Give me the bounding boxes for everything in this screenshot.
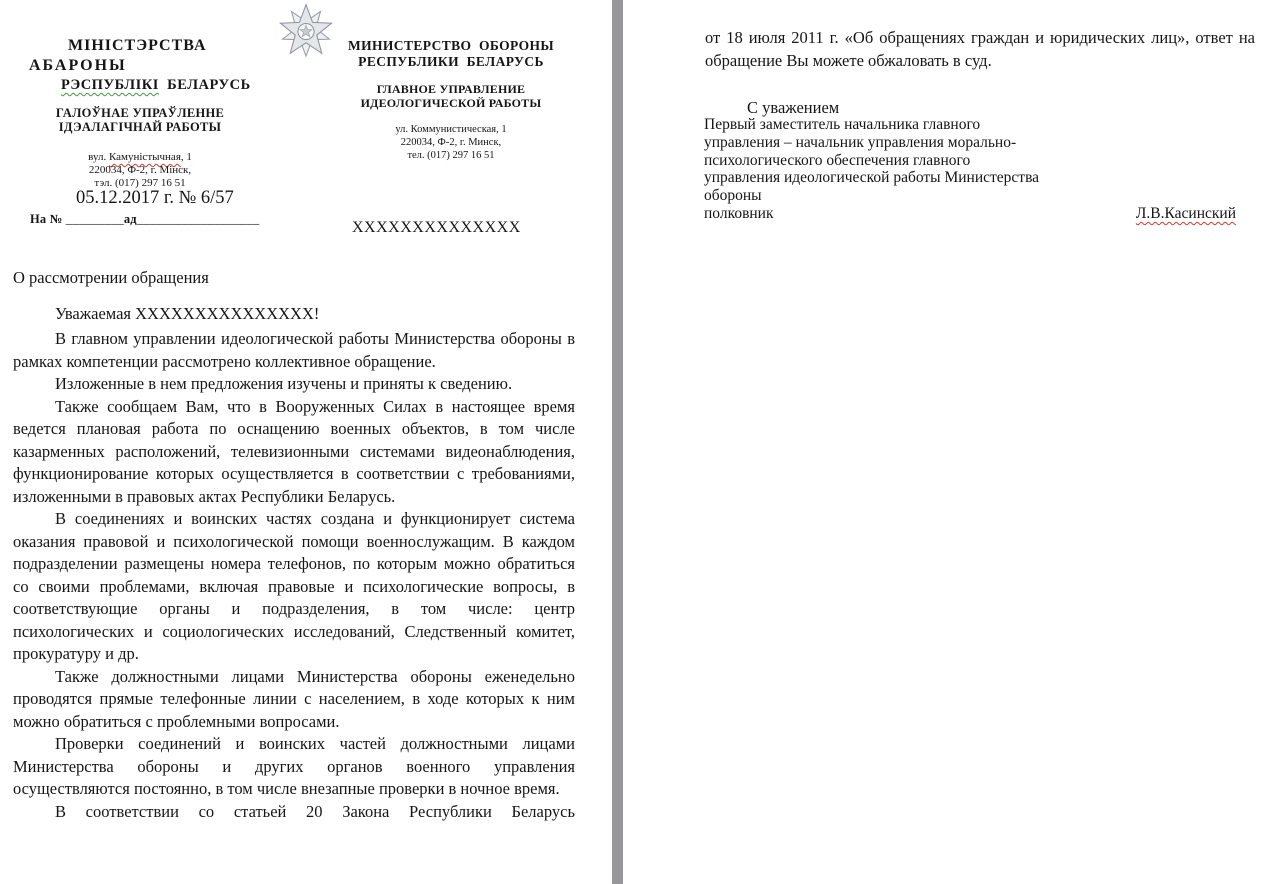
date-and-number: 05.12.2017 г. № 6/57 xyxy=(76,188,234,208)
ref-label-na: На № xyxy=(30,212,66,226)
letter-page-2 xyxy=(623,0,1280,884)
letterhead-russian xyxy=(336,38,566,162)
paragraph: Изложенные в нем предложения изучены и приняты к сведению. xyxy=(55,374,513,393)
signer-position-line: психологического обеспечения главного xyxy=(704,151,971,169)
ref-label-ad: ад xyxy=(123,212,137,226)
address-ru xyxy=(336,123,566,162)
subject-line: О рассмотрении обращения xyxy=(13,268,209,287)
department-ru-line2: ИДЕОЛОГИЧЕСКОЙ РАБОТЫ xyxy=(360,95,542,110)
ref-blank-2: ___________________ xyxy=(136,212,260,226)
signer-position-line: Первый заместитель начальника главного xyxy=(704,116,981,133)
address-ru-line2: 220034, Ф-2, г. Минск, xyxy=(400,137,502,148)
ministry-emblem-icon xyxy=(279,2,333,60)
address-ru-line3: тел. (017) 297 16 51 xyxy=(407,150,495,161)
department-by-line2: ІДЭАЛАГІЧНАЙ РАБОТЫ xyxy=(58,120,222,134)
ministry-title-ru-line2: РЕСПУБЛИКИ БЕЛАРУСЬ xyxy=(358,53,544,69)
address-by xyxy=(13,151,267,190)
paragraph-continuation: от 18 июля 2011 г. «Об обращениях граждан и юридических лиц», ответ на обращение Вы можете обжаловать в суд. xyxy=(705,28,1255,70)
signer-rank: полковник xyxy=(704,204,774,222)
department-title-by xyxy=(13,106,267,134)
reference-line xyxy=(30,212,259,227)
letterhead-belarusian xyxy=(13,36,267,190)
department-ru-line1: ГЛАВНОЕ УПРАВЛЕНИЕ xyxy=(376,82,526,96)
signature-row xyxy=(704,205,1236,223)
street-prefix: вул. xyxy=(88,151,109,163)
address-by-line3: тэл. (017) 297 16 51 xyxy=(94,177,186,189)
salutation: Уважаемая ХХХХХХХХХХХХХХХ! xyxy=(55,304,320,323)
paragraph: Также должностными лицами Министерства обороны еженедельно проводятся прямые телефонные линии с населением, в ходе которых к ним можно обратиться с проблемными вопросами. xyxy=(13,666,575,731)
department-title-ru xyxy=(336,83,566,110)
recipient-placeholder: ХХХХХХХХХХХХХХ xyxy=(352,219,521,236)
ministry-title-by-line2: АБАРОНЫ xyxy=(29,57,127,74)
signer-position-line: обороны xyxy=(704,187,762,205)
closing-phrase: С уважением xyxy=(747,98,840,117)
department-by-line1: ГАЛОЎНАЕ УПРАЎЛЕННЕ xyxy=(55,106,225,120)
address-ru-line1: ул. Коммунистическая, 1 xyxy=(395,124,507,135)
signer-position-line: управления – начальник управления морально- xyxy=(704,133,1017,151)
signer-name: Л.В.Касинский xyxy=(1135,204,1236,222)
ref-blank-1: _________ xyxy=(65,212,124,226)
ministry-title-ru-line1: МИНИСТЕРСТВО ОБОРОНЫ xyxy=(347,38,555,53)
address-by-line2: 220034, Ф-2, г. Мінск, xyxy=(88,164,192,176)
paragraph: В главном управлении идеологической работы Министерства обороны в рамках компетенции рассмотрено коллективное обращение. xyxy=(13,329,575,371)
belarus-word: БЕЛАРУСЬ xyxy=(158,77,251,93)
letter-page-1 xyxy=(0,0,612,884)
street-suffix: , 1 xyxy=(180,151,192,163)
ministry-title-by-line3 xyxy=(13,76,267,95)
signature-block xyxy=(704,116,1236,223)
address-by-line1 xyxy=(13,151,267,164)
ministry-title-by-line1: МІНІСТЭРСТВА xyxy=(68,37,207,54)
paragraph: В соединениях и воинских частях создана и функционирует система оказания правовой и психологической помощи военнослужащим. В каждом подразделении размещены номера телефонов, по которым можно обратиться со своими проблемами, включая правовые и психологические вопросы, в соответствующие органы и подразделения, в том числе: центр психологических и социологических исследований, Следственный комитет, прокуратуру и др. xyxy=(13,509,575,663)
street-name: Камуністычная xyxy=(108,151,181,163)
letter-body xyxy=(13,328,575,823)
paragraph: Также сообщаем Вам, что в Вооруженных Силах в настоящее время ведется плановая работа по оснащению военных объектов, в том числе казарменных расположений, телевизионными системами видеонаблюдения, функционирование которых осуществляется в соответствии с требованиями, изложенными в правовых актах Республики Беларусь. xyxy=(13,396,575,506)
signer-position-line: управления идеологической работы Министерства xyxy=(704,169,1040,187)
paragraph-continued: В соответствии со статьей 20 Закона Республики Беларусь xyxy=(55,801,575,821)
paragraph: Проверки соединений и воинских частей должностными лицами Министерства обороны и других органов военного управления осуществляются постоянно, в том числе внезапные проверки в ночное время. xyxy=(13,734,575,798)
republic-word: РЭСПУБЛІКІ xyxy=(61,77,159,93)
page-gap-divider xyxy=(612,0,623,884)
